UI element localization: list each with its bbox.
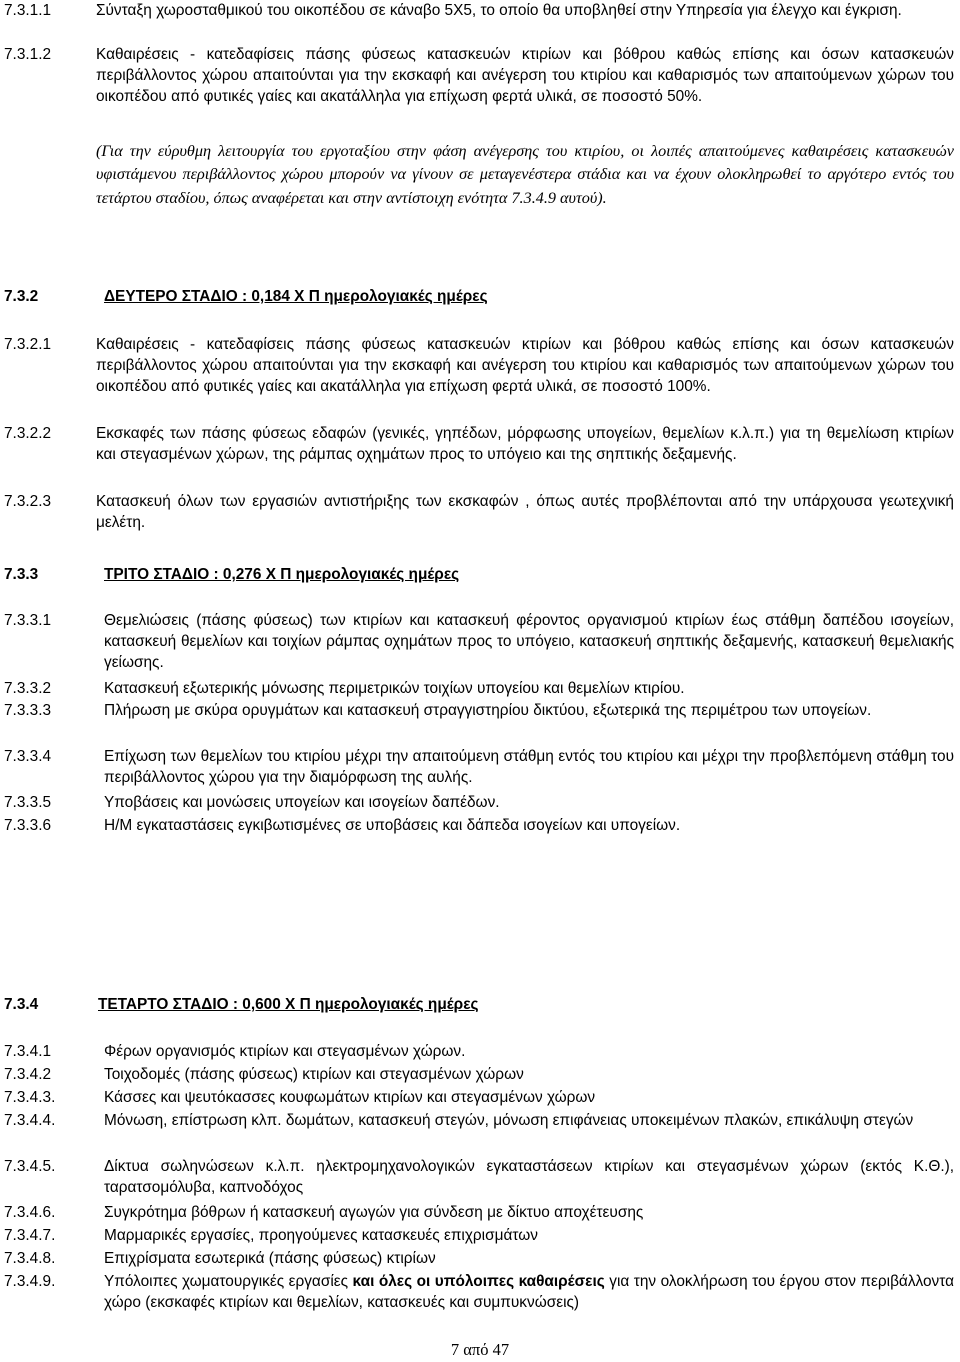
item-text: Επιχρίσματα εσωτερικά (πάσης φύσεως) κτιρίων — [104, 1250, 436, 1267]
item-text: Κατασκευή όλων των εργασιών αντιστήριξης των εκσκαφών , όπως αυτές προβλέπονται από την υπάρχουσα γεωτεχνική μελέτη. — [96, 493, 954, 531]
item-text: Τοιχοδομές (πάσης φύσεως) κτιρίων και στεγασμένων χώρων — [104, 1066, 524, 1083]
item-text: Επίχωση των θεμελίων του κτιρίου μέχρι την απαιτούμενη στάθμη εντός του κτιρίου και μέχρι την προβλεπόμενη στάθμη του περιβάλλοντος χώρου για την διαμόρφωση της αυλής. — [104, 748, 954, 786]
item-number: 7.3.3.2 — [4, 680, 52, 697]
item-number: 7.3.4.2 — [4, 1066, 52, 1083]
item-text: Κατασκευή εξωτερικής μόνωσης περιμετρικών τοιχίων υπογείου και θεμελίων κτιρίου. — [104, 680, 685, 697]
item-number: 7.3.1.1 — [4, 2, 52, 19]
item-text: Κάσσες και ψευτόκασσες κουφωμάτων κτιρίων και στεγασμένων χώρων — [104, 1089, 596, 1106]
item-number: 7.3.4.4. — [4, 1112, 56, 1129]
section-number: 7.3.4 — [4, 996, 39, 1013]
item-number: 7.3.3.3 — [4, 702, 52, 719]
item-text: Μόνωση, επίστρωση κλπ. δωμάτων, κατασκευή στεγών, μόνωση επιφάνειας υποκειμένων πλακών, επικάλυψη στεγών — [104, 1112, 914, 1129]
item-text: Συγκρότημα βόθρων ή κατασκευή αγωγών για σύνδεση με δίκτυο αποχέτευσης — [104, 1204, 644, 1221]
section-number: 7.3.2 — [4, 288, 39, 305]
item-text: Μαρμαρικές εργασίες, προηγούμενες κατασκευές επιχρισμάτων — [104, 1227, 538, 1244]
item-number: 7.3.3.6 — [4, 817, 52, 834]
item-number: 7.3.1.2 — [4, 46, 52, 63]
section-title: ΤΡΙΤΟ ΣΤΑΔΙΟ : 0,276 Χ Π ημερολογιακές ημέρες — [104, 566, 460, 583]
section-title: ΔΕΥΤΕΡΟ ΣΤΑΔΙΟ : 0,184 Χ Π ημερολογιακές ημέρες — [104, 288, 488, 305]
item-number: 7.3.4.8. — [4, 1250, 56, 1267]
item-number: 7.3.3.1 — [4, 612, 52, 629]
item-text: Υποβάσεις και μονώσεις υπογείων και ισογείων δαπέδων. — [104, 794, 500, 811]
item-number: 7.3.4.1 — [4, 1043, 52, 1060]
item-number: 7.3.2.3 — [4, 493, 52, 510]
item-text: Θεμελιώσεις (πάσης φύσεως) των κτιρίων και κατασκευή φέροντος οργανισμού κτιρίων έως στάθμη δαπέδου ισογείων, κατασκευή θεμελίων και τοιχίων ράμπας οχημάτων προς το υπόγειο, κατασκευή σηπτικής δεξαμενής, κατασκευή θεμελιακής γείωσης. — [104, 612, 954, 671]
item-number: 7.3.4.3. — [4, 1089, 56, 1106]
item-text: Καθαιρέσεις - κατεδαφίσεις πάσης φύσεως κατασκευών κτιρίων και βόθρου καθώς επίσης και όσων κατασκευών περιβάλλοντος χώρου απαιτούνται για την εκσκαφή και ανέγερση του κτιρίου και καθαρισμός των απαιτούμενων χώρων του οικοπέδου από φυτικές γαίες και ακατάλληλα για επίχωση φερτά υλικά, σε ποσοστό 50%. — [96, 46, 954, 105]
item-number: 7.3.4.7. — [4, 1227, 56, 1244]
item-number: 7.3.2.2 — [4, 425, 52, 442]
item-text: Εκσκαφές των πάσης φύσεως εδαφών (γενικές, γηπέδων, μόρφωσης υπογείων, θεμελίων κ.λ.π.) για τη θεμελίωση κτιρίων και στεγασμένων χώρων, της ράμπας οχημάτων προς το υπόγειο και της σηπτικής δεξαμενής. — [96, 425, 954, 463]
item-text: Φέρων οργανισμός κτιρίων και στεγασμένων χώρων. — [104, 1043, 466, 1060]
item-text — [104, 1271, 954, 1313]
page-number: 7 από 47 — [450, 1340, 510, 1359]
item-text: Σύνταξη χωροσταθμικού του οικοπέδου σε κάναβο 5Χ5, το οποίο θα υποβληθεί στην Υπηρεσία για έλεγχο και έγκριση. — [96, 2, 902, 19]
item-number: 7.3.3.4 — [4, 748, 52, 765]
item-text: Πλήρωση με σκύρα ορυγμάτων και κατασκευή στραγγιστηρίου δικτύου, εξωτερικά της περιμέτρου των υπογείων. — [104, 702, 872, 719]
item-number: 7.3.4.6. — [4, 1204, 56, 1221]
item-text: Καθαιρέσεις - κατεδαφίσεις πάσης φύσεως κατασκευών κτιρίων και βόθρου καθώς επίσης και όσων κατασκευών περιβάλλοντος χώρου απαιτούνται για την εκσκαφή και ανέγερση του κτιρίου και καθαρισμός των απαιτούμενων χώρων του οικοπέδου από φυτικές γαίες και ακατάλληλα για επίχωση φερτά υλικά, σε ποσοστό 100%. — [96, 336, 954, 395]
item-number: 7.3.2.1 — [4, 336, 52, 353]
item-number: 7.3.4.9. — [4, 1273, 56, 1290]
item-text-bold: και όλες οι υπόλοιπες καθαιρέσεις — [352, 1273, 605, 1290]
item-text-end: για την ολοκλήρωση του έργου στον περιβάλλοντα χώρο (εκσκαφές κτιρίων και θεμελίων, κατασκευές και συμπυκνώσεις) — [104, 1273, 954, 1311]
item-number: 7.3.4.5. — [4, 1158, 56, 1175]
section-title: ΤΕΤΑΡΤΟ ΣΤΑΔΙΟ : 0,600 Χ Π ημερολογιακές ημέρες — [98, 996, 479, 1013]
item-note: (Για την εύρυθμη λειτουργία του εργοταξίου στην φάση ανέγερσης του κτιρίου, οι λοιπές απαιτούμενες καθαιρέσεις κατασκευών υφιστάμενου περιβάλλοντος χώρου μπορούν να γίνουν σε μεταγενέστερα στάδια και να έχουν ολοκληρωθεί το αργότερο εντός του τετάρτου σταδίου, όπως αναφέρεται και στην αντίστοιχη ενότητα 7.3.4.9 αυτού). — [96, 142, 954, 207]
item-text-start: Υπόλοιπες χωματουργικές εργασίες — [104, 1273, 353, 1290]
item-text: Δίκτυα σωληνώσεων κ.λ.π. ηλεκτρομηχανολογικών εγκαταστάσεων κτιρίων και στεγασμένων χώρων (εκτός Κ.Θ.), ταρατσομόλυβα, καπνοδόχος — [104, 1158, 954, 1196]
section-number: 7.3.3 — [4, 566, 39, 583]
item-text: Η/Μ εγκαταστάσεις εγκιβωτισμένες σε υποβάσεις και δάπεδα ισογείων και υπογείων. — [104, 817, 681, 834]
item-number: 7.3.3.5 — [4, 794, 52, 811]
